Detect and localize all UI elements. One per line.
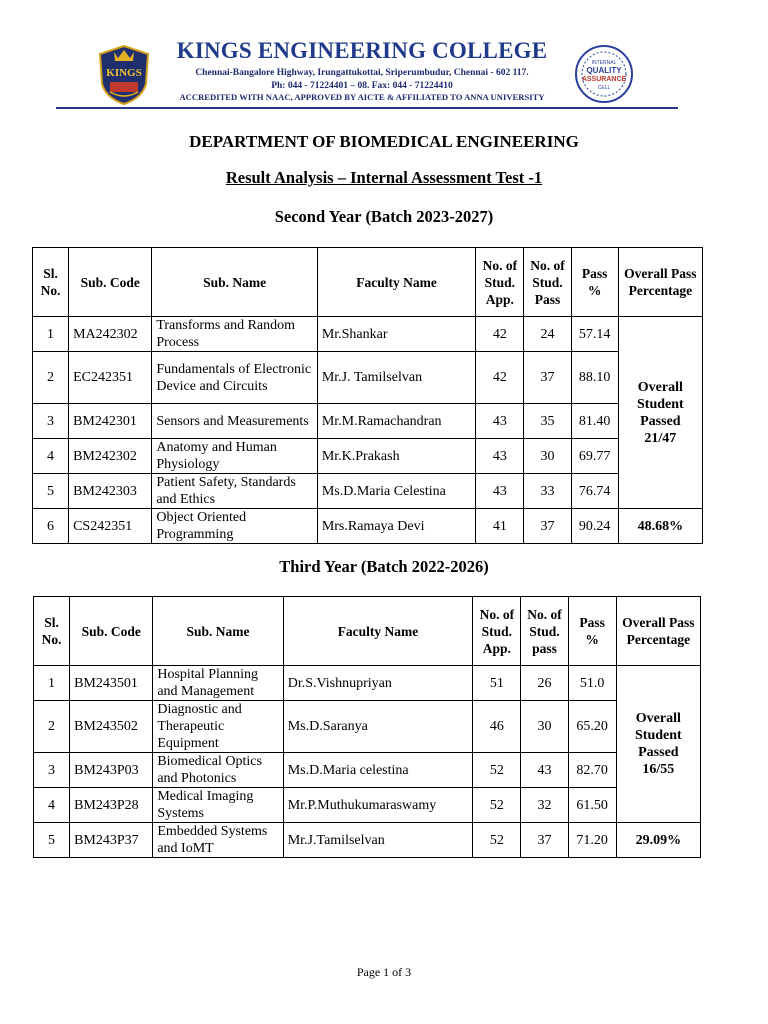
pass-percent: 69.77 — [571, 439, 618, 474]
sl-no: 3 — [34, 753, 70, 788]
pass-percent: 65.20 — [568, 701, 616, 753]
faculty-name: Mrs.Ramaya Devi — [317, 509, 475, 544]
table-row — [33, 317, 703, 352]
table-row — [33, 509, 703, 544]
sub-code: BM243P28 — [70, 788, 153, 823]
header-students-appeared: No. of Stud. App. — [473, 597, 521, 666]
page-number: Page 1 of 3 — [356, 965, 412, 979]
overall-pass-percentage: 29.09% — [616, 823, 700, 858]
faculty-name: Ms.D.Maria celestina — [283, 753, 473, 788]
students-appeared: 43 — [476, 439, 524, 474]
report-subtitle: Result Analysis – Internal Assessment Test -1 — [225, 168, 543, 187]
third-year-title: Third Year (Batch 2022-2026) — [279, 557, 489, 576]
sub-name: Fundamentals of Electronic Device and Circuits — [152, 352, 317, 404]
sub-name: Hospital Planning and Management — [153, 666, 283, 701]
pass-percent: 61.50 — [568, 788, 616, 823]
second-year-title: Second Year (Batch 2023-2027) — [274, 207, 494, 226]
sub-name: Anatomy and Human Physiology — [152, 439, 317, 474]
department-title: DEPARTMENT OF BIOMEDICAL ENGINEERING — [189, 132, 579, 151]
students-appeared: 43 — [476, 474, 524, 509]
sl-no: 3 — [33, 404, 69, 439]
sl-no: 5 — [34, 823, 70, 858]
sub-name: Diagnostic and Therapeutic Equipment — [153, 701, 283, 753]
header-sub-code: Sub. Code — [69, 248, 152, 317]
header-students-passed: No. of Stud. pass — [521, 597, 568, 666]
pass-percent: 82.70 — [568, 753, 616, 788]
students-appeared: 52 — [473, 788, 521, 823]
header-faculty-name: Faculty Name — [283, 597, 473, 666]
third-year-results-table — [33, 596, 701, 858]
sub-name: Embedded Systems and IoMT — [153, 823, 283, 858]
sub-name: Sensors and Measurements — [152, 404, 317, 439]
header-overall-pass: Overall Pass Percentage — [616, 597, 700, 666]
students-passed: 33 — [524, 474, 571, 509]
sl-no: 2 — [34, 701, 70, 753]
sub-code: BM242301 — [69, 404, 152, 439]
sub-name: Object Oriented Programming — [152, 509, 317, 544]
students-passed: 26 — [521, 666, 568, 701]
pass-percent: 51.0 — [568, 666, 616, 701]
sub-name: Patient Safety, Standards and Ethics — [152, 474, 317, 509]
table-row — [33, 439, 703, 474]
overall-student-passed: Overall Student Passed 21/47 — [618, 317, 702, 509]
students-appeared: 43 — [476, 404, 524, 439]
table-row — [33, 474, 703, 509]
students-appeared: 46 — [473, 701, 521, 753]
table-row — [34, 823, 701, 858]
college-name: KINGS ENGINEERING COLLEGE — [176, 38, 548, 63]
sub-code: BM243501 — [70, 666, 153, 701]
sl-no: 4 — [33, 439, 69, 474]
sub-code: BM242302 — [69, 439, 152, 474]
faculty-name: Ms.D.Maria Celestina — [317, 474, 475, 509]
college-address: Chennai-Bangalore Highway, Irungattukottai, Sriperumbudur, Chennai - 602 117. — [195, 68, 529, 78]
faculty-name: Mr.M.Ramachandran — [317, 404, 475, 439]
faculty-name: Dr.S.Vishnupriyan — [283, 666, 473, 701]
header-sl-no: Sl. No. — [34, 597, 70, 666]
faculty-name: Mr.J. Tamilselvan — [317, 352, 475, 404]
sub-name: Transforms and Random Process — [152, 317, 317, 352]
college-phone-fax: Ph: 044 - 71224401 – 08. Fax: 044 - 71224410 — [271, 81, 453, 91]
pass-percent: 90.24 — [571, 509, 618, 544]
sub-name: Biomedical Optics and Photonics — [153, 753, 283, 788]
header-sub-code: Sub. Code — [70, 597, 153, 666]
pass-percent: 57.14 — [571, 317, 618, 352]
header-sl-no: Sl. No. — [33, 248, 69, 317]
table-row — [33, 352, 703, 404]
header-students-passed: No. of Stud. Pass — [524, 248, 571, 317]
overall-pass-percentage: 48.68% — [618, 509, 702, 544]
sub-code: CS242351 — [69, 509, 152, 544]
seal-lettering-2: QUALITY — [586, 66, 622, 75]
table-row — [34, 753, 701, 788]
letterhead — [56, 38, 678, 110]
overall-student-passed: Overall Student Passed 16/55 — [616, 666, 700, 823]
seal-lettering-4: CELL — [597, 85, 611, 91]
sl-no: 5 — [33, 474, 69, 509]
seal-lettering-3: ASSURANCE — [581, 76, 627, 83]
header-sub-name: Sub. Name — [152, 248, 317, 317]
students-appeared: 52 — [473, 753, 521, 788]
logo-lettering: KINGS — [106, 67, 142, 79]
students-passed: 43 — [521, 753, 568, 788]
sl-no: 6 — [33, 509, 69, 544]
college-accreditation: ACCREDITED WITH NAAC, APPROVED BY AICTE & AFFILIATED TO ANNA UNIVERSITY — [179, 92, 545, 102]
header-faculty-name: Faculty Name — [317, 248, 475, 317]
students-passed: 37 — [524, 509, 571, 544]
college-crest-logo — [96, 44, 152, 106]
faculty-name: Mr.P.Muthukumaraswamy — [283, 788, 473, 823]
students-appeared: 42 — [476, 352, 524, 404]
seal-lettering-1: INTERNAL — [591, 60, 617, 66]
sub-code: BM242303 — [69, 474, 152, 509]
students-passed: 37 — [524, 352, 571, 404]
faculty-name: Mr.Shankar — [317, 317, 475, 352]
sl-no: 1 — [34, 666, 70, 701]
students-appeared: 41 — [476, 509, 524, 544]
pass-percent: 76.74 — [571, 474, 618, 509]
students-appeared: 42 — [476, 317, 524, 352]
sl-no: 1 — [33, 317, 69, 352]
faculty-name: Mr.K.Prakash — [317, 439, 475, 474]
pass-percent: 71.20 — [568, 823, 616, 858]
table-header-row — [34, 597, 701, 666]
header-students-appeared: No. of Stud. App. — [476, 248, 524, 317]
sub-code: BM243P37 — [70, 823, 153, 858]
header-pass-percent: Pass % — [568, 597, 616, 666]
header-overall-pass: Overall Pass Percentage — [618, 248, 702, 317]
table-header-row — [33, 248, 703, 317]
pass-percent: 88.10 — [571, 352, 618, 404]
students-passed: 30 — [524, 439, 571, 474]
faculty-name: Mr.J.Tamilselvan — [283, 823, 473, 858]
students-appeared: 51 — [473, 666, 521, 701]
sub-code: MA242302 — [69, 317, 152, 352]
sub-code: BM243502 — [70, 701, 153, 753]
sub-code: BM243P03 — [70, 753, 153, 788]
table-row — [33, 404, 703, 439]
table-row — [34, 666, 701, 701]
sl-no: 2 — [33, 352, 69, 404]
faculty-name: Ms.D.Saranya — [283, 701, 473, 753]
header-pass-percent: Pass % — [571, 248, 618, 317]
second-year-results-table — [32, 247, 703, 544]
students-passed: 32 — [521, 788, 568, 823]
header-sub-name: Sub. Name — [153, 597, 283, 666]
students-appeared: 52 — [473, 823, 521, 858]
sub-name: Medical Imaging Systems — [153, 788, 283, 823]
pass-percent: 81.40 — [571, 404, 618, 439]
iqac-seal-logo — [574, 44, 634, 104]
table-row — [34, 701, 701, 753]
sub-code: EC242351 — [69, 352, 152, 404]
sl-no: 4 — [34, 788, 70, 823]
students-passed: 30 — [521, 701, 568, 753]
students-passed: 24 — [524, 317, 571, 352]
header-divider — [56, 107, 678, 109]
students-passed: 37 — [521, 823, 568, 858]
table-row — [34, 788, 701, 823]
students-passed: 35 — [524, 404, 571, 439]
